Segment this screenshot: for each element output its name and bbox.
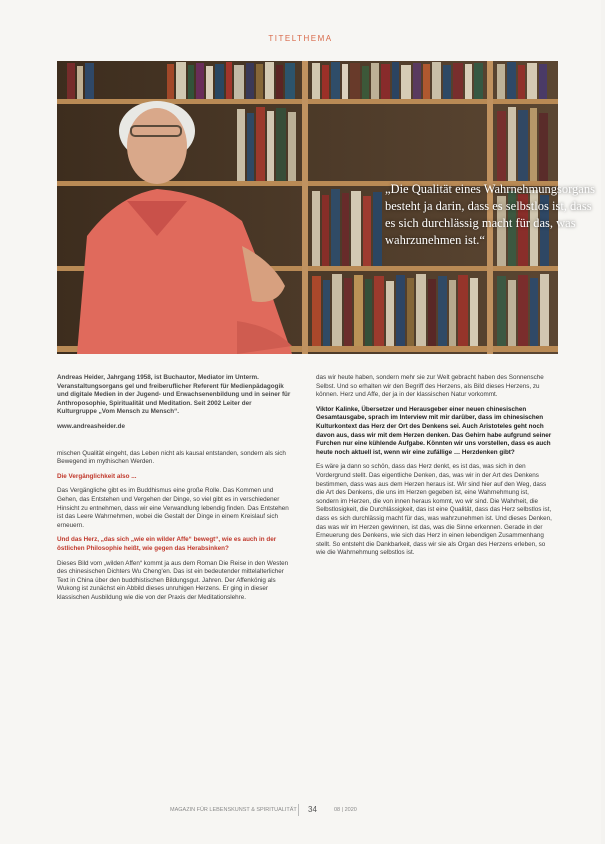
footer-magazine: MAGAZIN FÜR LEBENSKUNST & SPIRITUALITÄT (170, 807, 297, 813)
left-column (57, 374, 293, 608)
question: Viktor Kalinke, Übersetzer und Herausgeber einer neuen chinesischen Gesamtausgabe, sprach im Interview mit mir darüber, dass im chinesischen Kulturkontext das Herz der Ort des Denkens sei. Auch Aristoteles geht noch davon aus, dass wir mit dem Herzen denken. Das Gehirn habe aufgrund seiner Furchen nur eine kühlende Aufgabe. Könnten wir uns vorstellen, dass es auch heute noch aktuell ist, wenn wir eine zufällige … Herzdenken gibt? (316, 405, 552, 456)
paragraph: Dieses Bild vom „wilden Affen“ kommt ja aus dem Roman Die Reise in den Westen des chinesischen Dichters Wu Cheng'en. Das ist ein bedeutender mittelalterlicher Text in China über den buddhistischen Bildungsgut. Jahren. Der Affenkönig als Wukong ist zunächst ein Abbild dieses unruhigen Herzens. Er ging in dieser klassischen Ausbildung wie die von der Praxis der Meditationslehre. (57, 559, 289, 601)
section-label: TITELTHEMA (268, 34, 333, 43)
paragraph: mischen Qualität eingeht, das Leben nicht als kausal entstanden, sondern als sich Bewegend im mythischen Werden. (57, 449, 286, 466)
subheading: Und das Herz, „das sich „wie ein wilder Affe“ bewegt“, wie es auch in der östlichen Philosophie heißt, wie gegen das Herabsinken? (57, 536, 277, 552)
author-bio: Andreas Heider, Jahrgang 1958, ist Buchautor, Mediator im Unterm. Veranstaltungsorgans gel und freiberuflicher Referent für Medienpädagogik und digitale Medien in der Jugend- und Erwachsenenbildung und in seiner für Anthroposophie, Spiritualität und Meditation. Seit 2002 Leiter der Kulturgruppe „Vom Mensch zu Mensch“. (57, 374, 291, 416)
subheading: Die Vergänglichkeit also ... (57, 472, 137, 480)
author-website[interactable]: www.andreasheider.de (57, 422, 126, 430)
footer-divider (298, 804, 299, 816)
footer-issue: 08 | 2020 (334, 807, 357, 813)
right-column (316, 374, 552, 564)
paragraph: Es wäre ja dann so schön, dass das Herz denkt, es ist das, was sich in den Vordergrund stellt. Das eigentliche Denken, das, was wir in der Art des Denkens bestimmen, dass was aus dem Herzen heraus ist. Wir sind hier auf den Weg, dass die Art des Denkens, die uns im Herzen gegeben ist, eine Wahrnehmung ist, sondern im Herzen, die von innen heraus kommt, wo wir sind. Die Wahrheit, die Selbstlosigkeit, die Durchlässigkeit, das ist eine Qualität, dass das Herz selbstlos ist, dass es sich durchlässig macht für das, was wahrzunehmen ist. Und dieses Denken, das was wir im Herzen gewinnen, ist das, was die Sinne erkennen. Gerade in der Erneuerung des Denkens, wie sich das Herz in einen lebendigen Zusammenhang stellt. So entsteht die Dankbarkeit, dass wir sie als Organ des Herzens erleben, so wie die Wahrnehmung selbstlos ist. (316, 463, 552, 557)
page-number: 34 (308, 805, 317, 814)
paragraph: Das Vergängliche gibt es im Buddhismus eine große Rolle. Das Kommen und Gehen, das Entstehen und Vergehen der Dinge, so viel gibt es in verschiedener Hinsicht zu entnehmen, dass wir eine Verwandlung lebendig finden. Das Entstehen ist das Leere Wahrnehmen, wobei die Gestalt der Dinge in einem Kreislauf sich erneuern. (57, 487, 289, 529)
interview-photo (57, 61, 595, 354)
paragraph: das wir heute haben, sondern mehr sie zur Welt gebracht haben des Sonnensche Selbst. Und so erhalten wir den Begriff des Herzens, als Bild dieses Herzens, zu können. Herz und Affe, der ja in der klassischen Natur vorkommt. (316, 374, 544, 399)
pull-quote: „Die Qualität eines Wahrnehmungsorgans besteht ja darin, dass es selbstlos ist, dass es sich durchlässig macht für das, was wahrzunehmen ist.“ (385, 182, 595, 247)
